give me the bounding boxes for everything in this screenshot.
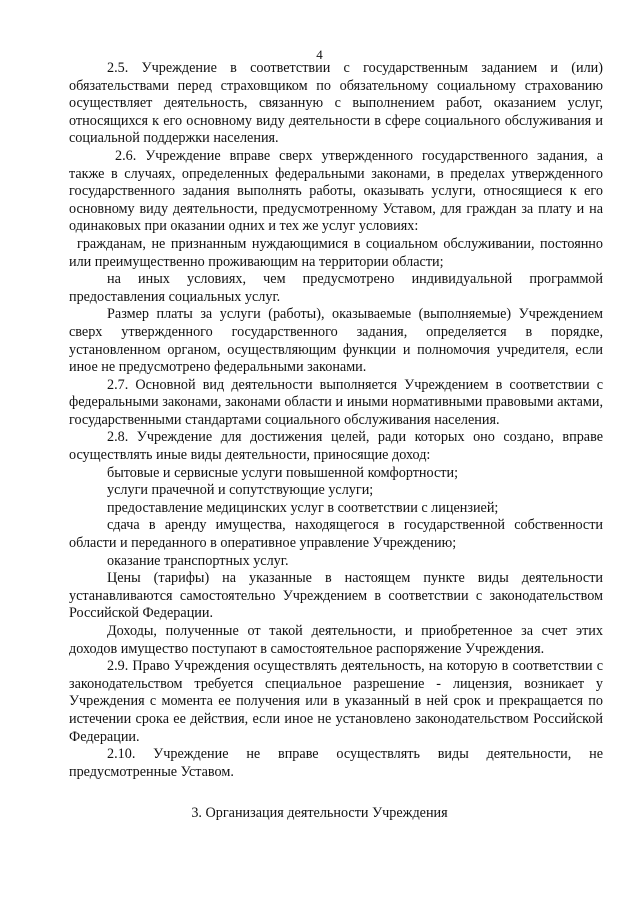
- section-heading: 3. Организация деятельности Учреждения: [191, 805, 448, 821]
- paragraph-condition-2: на иных условиях, чем предусмотрено индивидуальной программой предоставления социальных услуг.: [69, 271, 603, 305]
- list-item-medical: предоставление медицинских услуг в соответствии с лицензией;: [107, 499, 499, 516]
- document-body: [69, 60, 603, 781]
- list-item-rent: сдача в аренду имущества, находящегося в государственной собственности области и переданного в оперативное управление Учреждению;: [69, 517, 603, 552]
- paragraph-prices: Цены (тарифы) на указанные в настоящем пункте виды деятельности устанавливаются самостоятельно Учреждением в соответствии с законодательством Российской Федерации.: [69, 570, 603, 622]
- paragraph-condition-1: гражданам, не признанным нуждающимися в социальном обслуживании, постоянно или преимущественно проживающим на территории области;: [69, 235, 603, 270]
- list-item-laundry: услуги прачечной и сопутствующие услуги;: [107, 482, 374, 499]
- paragraph-2-8: 2.8. Учреждение для достижения целей, ради которых оно создано, вправе осуществлять иные виды деятельности, приносящие доход:: [69, 429, 603, 464]
- paragraph-2-5: 2.5. Учреждение в соответствии с государственным заданием и (или) обязательствами перед страховщиком по обязательному социальному страхованию осуществляет деятельность, связанную с выполнением работ, оказанием услуг, относящихся к его основному виду деятельности в сфере социального обслуживания и социальной поддержки населения.: [69, 60, 603, 147]
- paragraph-2-6: 2.6. Учреждение вправе сверх утвержденного государственного задания, а также в случаях, определенных федеральными законами, в пределах утвержденного государственного задания выполнять работы, оказывать услуги, относящиеся к его основному виду деятельности, предусмотренному Уставом, для граждан за плату и на одинаковых при оказании одних и тех же услуг условиях:: [69, 147, 603, 235]
- paragraph-2-7: 2.7. Основной вид деятельности выполняется Учреждением в соответствии с федеральными законами, законами области и иными нормативными правовыми актами, государственными стандартами социального обслуживания населения.: [69, 376, 603, 428]
- paragraph-2-10: 2.10. Учреждение не вправе осуществлять виды деятельности, не предусмотренные Уставом.: [69, 746, 603, 780]
- list-item-transport: оказание транспортных услуг.: [107, 552, 289, 569]
- paragraph-2-9: 2.9. Право Учреждения осуществлять деятельность, на которую в соответствии с законодательством требуется специальное разрешение - лицензия, возникает у Учреждения с момента ее получения или в указанный в ней срок и прекращается по истечении срока ее действия, если иное не установлено законодательством Российской Федерации.: [69, 658, 603, 745]
- paragraph-income: Доходы, полученные от такой деятельности, и приобретенное за счет этих доходов имущество поступают в самостоятельное распоряжение Учреждения.: [69, 623, 603, 657]
- list-item-household-services: бытовые и сервисные услуги повышенной комфортности;: [107, 464, 459, 481]
- paragraph-fee-size: Размер платы за услуги (работы), оказываемые (выполняемые) Учреждением сверх утвержденного государственного задания, определяется в порядке, установленном органом, осуществляющим функции и полномочия учредителя, если иное не предусмотрено федеральными законами.: [69, 306, 603, 376]
- page-number: 4: [316, 47, 323, 62]
